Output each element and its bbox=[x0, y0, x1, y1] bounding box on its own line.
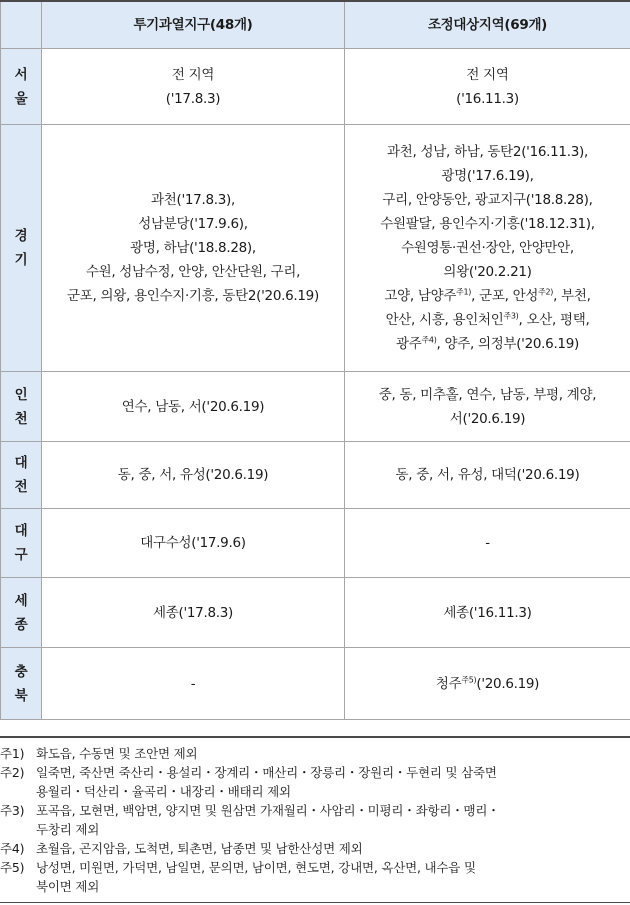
region-cell: 대 구 bbox=[1, 509, 42, 578]
adjustment-area-cell: 전 지역 ('16.11.3) bbox=[345, 49, 630, 125]
adjustment-area-cell: 청주$^{주5)}$('20.6.19) bbox=[345, 648, 630, 720]
speculative-zone-cell: 과천('17.8.3), 성남분당('17.9.6), 광명, 하남('18.8.28), 수원, 성남수정, 안양, 안산단원, 구리, 군포, 의왕, 용인수지·기흥, 동탄2('20.6.19) bbox=[42, 125, 345, 372]
header-blank-cell bbox=[1, 1, 42, 49]
adjustment-area-cell: 과천, 성남, 하남, 동탄2('16.11.3), 광명('17.6.19), 구리, 안양동안, 광교지구('18.8.28), 수원팔달, 용인수지·기흥('18.12.31), 수원영통·권선·장안, 안양만안, 의왕('20.2.21) 고양, 남양주$^{주1)}$, 군포, 안성$^{주2)}$, 부천, 안산, 시흥, 용인처인$^{주3)}$, 오산, 평택, 광주$^{주4)}$, 양주, 의정부('20.6.19) bbox=[345, 125, 630, 372]
footnote-label: 주4) bbox=[0, 841, 25, 856]
speculative-zone-cell: 동, 중, 서, 유성('20.6.19) bbox=[42, 442, 345, 509]
footnote-label: 주5) bbox=[0, 860, 25, 875]
table-row bbox=[1, 125, 630, 372]
adjustment-area-cell: 동, 중, 서, 유성, 대덕('20.6.19) bbox=[345, 442, 630, 509]
footnotes bbox=[0, 736, 630, 896]
adjustment-area-cell: - bbox=[345, 509, 630, 578]
footnote-label: 주1) bbox=[0, 746, 25, 761]
table-row bbox=[1, 648, 630, 720]
table-row bbox=[1, 509, 630, 578]
header-speculative-zone: 투기과열지구(48개) bbox=[42, 1, 345, 49]
region-cell: 세 종 bbox=[1, 578, 42, 648]
footnote-item: 주1) 화도읍, 수동면 및 조안면 제외 bbox=[0, 746, 198, 761]
footnote-ref: 주5) bbox=[461, 675, 477, 684]
footnote-item: 주5) 낭성면, 미원면, 가덕면, 남일면, 문의면, 남이면, 현도면, 강내면, 옥산면, 내수읍 및 북이면 제외 bbox=[0, 860, 476, 894]
region-cell: 서 울 bbox=[1, 49, 42, 125]
footnote-label: 주2) bbox=[0, 765, 25, 780]
adjustment-area-cell: 중, 동, 미추홀, 연수, 남동, 부평, 계양, 서('20.6.19) bbox=[345, 372, 630, 442]
footnote-item: 주2) 일죽면, 죽산면 죽산리・용설리・장계리・매산리・장릉리・장원리・두현리 및 삼죽면 용월리・덕산리・율곡리・내장리・배태리 제외 bbox=[0, 765, 497, 799]
adjustment-area-cell: 세종('16.11.3) bbox=[345, 578, 630, 648]
table-row bbox=[1, 49, 630, 125]
footnote-item: 주4) 초월읍, 곤지암읍, 도척면, 퇴촌면, 남종면 및 남한산성면 제외 bbox=[0, 841, 363, 856]
speculative-zone-cell: - bbox=[42, 648, 345, 720]
header-adjustment-area: 조정대상지역(69개) bbox=[345, 1, 630, 49]
speculative-zone-cell: 세종('17.8.3) bbox=[42, 578, 345, 648]
region-cell: 충 북 bbox=[1, 648, 42, 720]
speculative-zone-cell: 연수, 남동, 서('20.6.19) bbox=[42, 372, 345, 442]
region-cell: 경 기 bbox=[1, 125, 42, 372]
bottom-divider bbox=[0, 902, 630, 903]
footnote-ref: 주3) bbox=[503, 311, 519, 321]
footnote-ref: 주4) bbox=[421, 335, 437, 345]
table-row bbox=[1, 578, 630, 648]
table-row bbox=[1, 442, 630, 509]
region-cell: 대 전 bbox=[1, 442, 42, 509]
footnote-ref: 주1) bbox=[456, 287, 472, 297]
footnote-label: 주3) bbox=[0, 803, 25, 818]
speculative-zone-cell: 대구수성('17.9.6) bbox=[42, 509, 345, 578]
footnote-item: 주3) 포곡읍, 모현면, 백암면, 양지면 및 원삼면 가재월리・사암리・미평리・좌항리・맹리・ 두창리 제외 bbox=[0, 803, 500, 837]
region-cell: 인 천 bbox=[1, 372, 42, 442]
table-header-row bbox=[1, 1, 630, 49]
speculative-zone-cell: 전 지역 ('17.8.3) bbox=[42, 49, 345, 125]
footnote-ref: 주2) bbox=[538, 287, 554, 297]
table-row bbox=[1, 372, 630, 442]
